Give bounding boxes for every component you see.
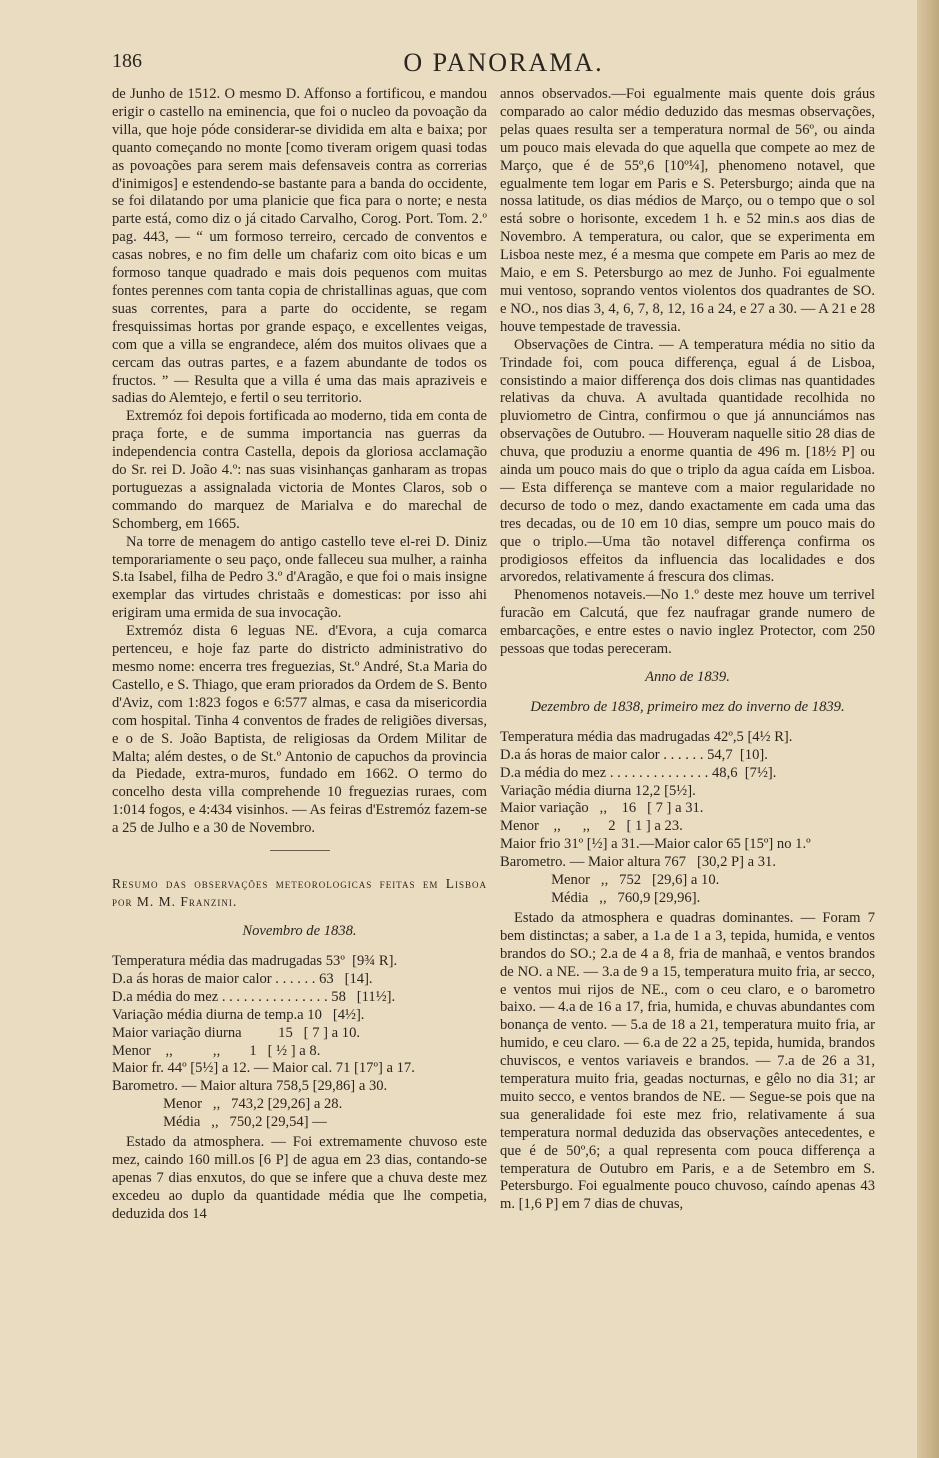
weather-table <box>500 729 875 908</box>
table-row: Menor ,, ,, 1 [ ½ ] a 8. <box>112 1042 321 1059</box>
table-row: Maior variação ,, 16 [ 7 ] a 31. <box>500 800 704 817</box>
table-row: Variação média diurna de temp.a 10 [4½]. <box>112 1006 365 1023</box>
table-row: Maior variação diurna 15 [ 7 ] a 10. <box>112 1024 361 1041</box>
table-row: Menor ,, 752 [29,6] a 10. <box>500 872 720 889</box>
month-heading: Dezembro de 1838, primeiro mez do inverno de 1839. <box>530 698 845 715</box>
paragraph: Extremóz foi depois fortificada ao moderno, tida em conta de praça forte, e de summa importancia nas guerras da independencia contra Castella, depois da gloriosa acclamação do Sr. rei D. João 4.º: nas suas visinhanças ganharam as tropas portuguezas a assignalada victoria de Montes Claros, sob o commando do marquez de Marialva e do marechal de Schomberg, em 1665. <box>112 408 487 532</box>
table-row: Barometro. — Maior altura 767 [30,2 P] a 31. <box>500 854 777 871</box>
table-row: D.a ás horas de maior calor . . . . . . 54,7 [10]. <box>500 746 768 763</box>
page-edge <box>917 0 939 1458</box>
table-row: Maior fr. 44º [5½] a 12. — Maior cal. 71 [17º] a 17. <box>112 1060 415 1077</box>
table-row: Média ,, 760,9 [29,96]. <box>500 889 701 906</box>
right-column <box>500 86 875 1214</box>
paragraph: Phenomenos notaveis.—No 1.º deste mez houve um terrivel furacão em Calcutá, que fez naufragar grande numero de embarcações, e entre estes o navio inglez Protector, com 250 pessoas que todas pereceram. <box>500 587 875 658</box>
weather-table <box>112 953 487 1132</box>
table-row: Temperatura média das madrugadas 53º [9¾ R]. <box>112 952 398 969</box>
table-row: Menor ,, 743,2 [29,26] a 28. <box>112 1096 343 1113</box>
table-row: D.a média do mez . . . . . . . . . . . . . . . 58 [11½]. <box>112 988 396 1005</box>
table-row: Temperatura média das madrugadas 42º,5 [4½ R]. <box>500 728 793 745</box>
paragraph: Observações de Cintra. — A temperatura média no sitio da Trindade foi, com pouca differença, egual á de Lisboa, consistindo a maior differença dos dois climas nas quantidades relativas da chuva. A avultada quantidade recolhida no pluviometro de Cintra, confirmou o que já annunciámos nas observações de Outubro. — Houveram naquelle sitio 28 dias de chuva, que produziu a enorme quantia de 496 m. [18½ P] ou ainda um pouco mais do que o triplo da agua caída em Lisboa. — Esta differença se manteve com a maior regularidade no decurso de todo o mez, dando exactamente em cada uma das tres decadas, ou de 10 em 10 dias, sempre um pouco mais do que o triplo.—Uma tão notavel differença confirma os prodigiosos effeitos da influencia das localidades e dos arvoredos, relativamente á frescura dos climas. <box>500 336 875 586</box>
paragraph: Extremóz dista 6 leguas NE. d'Evora, a cuja comarca pertenceu, e hoje faz parte do districto administrativo do mesmo nome: encerra tres freguezias, St.º André, St.a Maria do Castello, e S. Thiago, que eram priorados da Ordem de S. Bento d'Aviz, com 1:823 fogos e 6:577 almas, e casa da misericordia com hospital. Tinha 4 conventos de frades de religiões diversas, e o de S. João Baptista, de religiosas da Ordem Militar de Malta; além destes, o de St.º Antonio de capuchos da provincia da Piedade, extra-muros, fundado em 1662. O termo do concelho desta villa comprehende 10 freguezias ruraes, com 1:014 fogos, e 4:434 visinhos. — As feiras d'Estremóz fazem-se a 25 de Julho e a 30 de Novembro. <box>112 623 487 837</box>
paragraph: Estado da atmosphera e quadras dominantes. — Foram 7 bem distinctas; a saber, a 1.a de 1 a 3, tepida, humida, e ventos brandos do SO.; 2.a de 4 a 8, fria de manhaã, e ventos brandos de NO. a NE. — 3.a de 9 a 15, temperatura muito fria, ar secco, e ventos mui rijos de NE., com o ceu claro, e o barometro baixo. — 4.a de 16 a 17, fria, humida, e chuvas abundantes com bonança de vento. — 5.a de 18 a 21, temperatura muito fria, ar humido, e ceu claro. — 6.a de 22 a 25, tepida, humida, brandos chuviscos, e ventos variaveis e brandos. — 7.a de 26 a 31, temperatura muito fria, geadas nocturnas, e gêlo no dia 31; ar muito secco, e ventos brandos de NE. — Segue-se pois que na sua generalidade foi este mez frio, relativamente á sua temperatura normal deduzida das observações antecedentes, e que é de 50º,6; a qual representa com pouca differença a temperatura de Outubro em Paris, e a de Setembro em S. Petersburgo. Foi egualmente pouco chuvoso, caíndo apenas 43 m. [1,6 P] em 7 dias de chuvas, <box>500 909 875 1213</box>
paragraph: Na torre de menagem do antigo castello teve el-rei D. Diniz temporariamente o seu paço, onde falleceu sua mulher, a rainha S.ta Isabel, filha de Pedro 3.º d'Aragão, e que foi o mais insigne exemplar das virtudes christaãs e domesticas: por isso ahi erigiram uma ermida de sua invocação. <box>112 533 487 622</box>
table-row: Variação média diurna 12,2 [5½]. <box>500 782 696 799</box>
year-heading: Anno de 1839. <box>645 669 730 685</box>
month-heading: Novembro de 1838. <box>242 923 357 940</box>
table-row: Menor ,, ,, 2 [ 1 ] a 23. <box>500 818 683 835</box>
running-title: O PANORAMA. <box>403 48 604 77</box>
page-number: 186 <box>112 50 142 72</box>
table-row: Média ,, 750,2 [29,54] — <box>112 1114 327 1131</box>
table-row: Barometro. — Maior altura 758,5 [29,86] a 30. <box>112 1078 388 1095</box>
section-title: Resumo das observações meteorologicas feitas em Lisboa por M. M. Franzini. <box>112 876 487 910</box>
paragraph: Estado da atmosphera. — Foi extremamente chuvoso este mez, caindo 160 mill.os [6 P] de agua em 23 dias, contando-se apenas 7 dias enxutos, do que se infere que a chuva deste mez excedeu ao duplo da quantidade média que lhe competia, deduzida dos 14 <box>112 1134 487 1222</box>
table-row: D.a ás horas de maior calor . . . . . . 63 [14]. <box>112 970 373 987</box>
paragraph: annos observados.—Foi egualmente mais quente dois gráus comparado ao calor médio deduzido das mesmas observações, pelas quaes resulta ser a temperatura normal de 56º, ou ainda um pouco mais elevada do que aquella que compete ao mez de Março, que é de 55º,6 [10º¼], phenomeno notavel, que egualmente tem logar em Paris e S. Petersburgo; ainda que na nossa latitude, os dias médios de Março, ou o tempo que o sol está sobre o horisonte, excedem 1 h. e 52 min.s aos dias de Novembro. A temperatura, ou calor, que se experimenta em Lisboa neste mez, é a mesma que compete em Paris ao mez de Maio, e em S. Petersburgo ao mez de Junho. Foi egualmente mui ventoso, soprando ventos violentos dos quadrantes de SO. e NO., nos dias 3, 4, 6, 7, 8, 12, 16 a 24, e 27 a 30. — A 21 e 28 houve tempestade de travessia. <box>500 86 875 335</box>
paragraph: de Junho de 1512. O mesmo D. Affonso a fortificou, e mandou erigir o castello na eminencia, que foi o nucleo da povoação da villa, que hoje póde considerar-se dividida em alta e baixa; por quanto começando no monte [como tiveram origem quasi todas as povoações para serem mais defensaveis contra as correrias d'inimigos] e estendendo-se bastante para a banda do occidente, se foi dilatando por uma planicie que fica para o norte; e nesta parte está, como diz o já citado Carvalho, Corog. Port. Tom. 2.º pag. 443, — “ um formoso terreiro, cercado de conventos e casas nobres, e no fim delle um chafariz com oito bicas e um formoso tanque quadrado e mais dois pequenos com muitas fontes perennes com tanta copia de christallinas aguas, que com suas correntes, para a parte do occidente, se regam fresquissimas hortas por grande espaço, e excellentes veigas, com que a villa se engrandece, além dos muitos olivaes que a cercam das outras partes, e a fazem abundante de todos os fructos. ” — Resulta que a villa é uma das mais apraziveis e sadias do Alemtejo, e fertil o seu territorio. <box>112 86 487 407</box>
table-row: D.a média do mez . . . . . . . . . . . . . . 48,6 [7½]. <box>500 764 777 781</box>
table-row: Maior frio 31º [½] a 31.—Maior calor 65 [15º] no 1.º <box>500 836 811 853</box>
page-header <box>112 48 895 82</box>
left-column <box>112 86 487 1224</box>
section-divider <box>270 850 330 851</box>
